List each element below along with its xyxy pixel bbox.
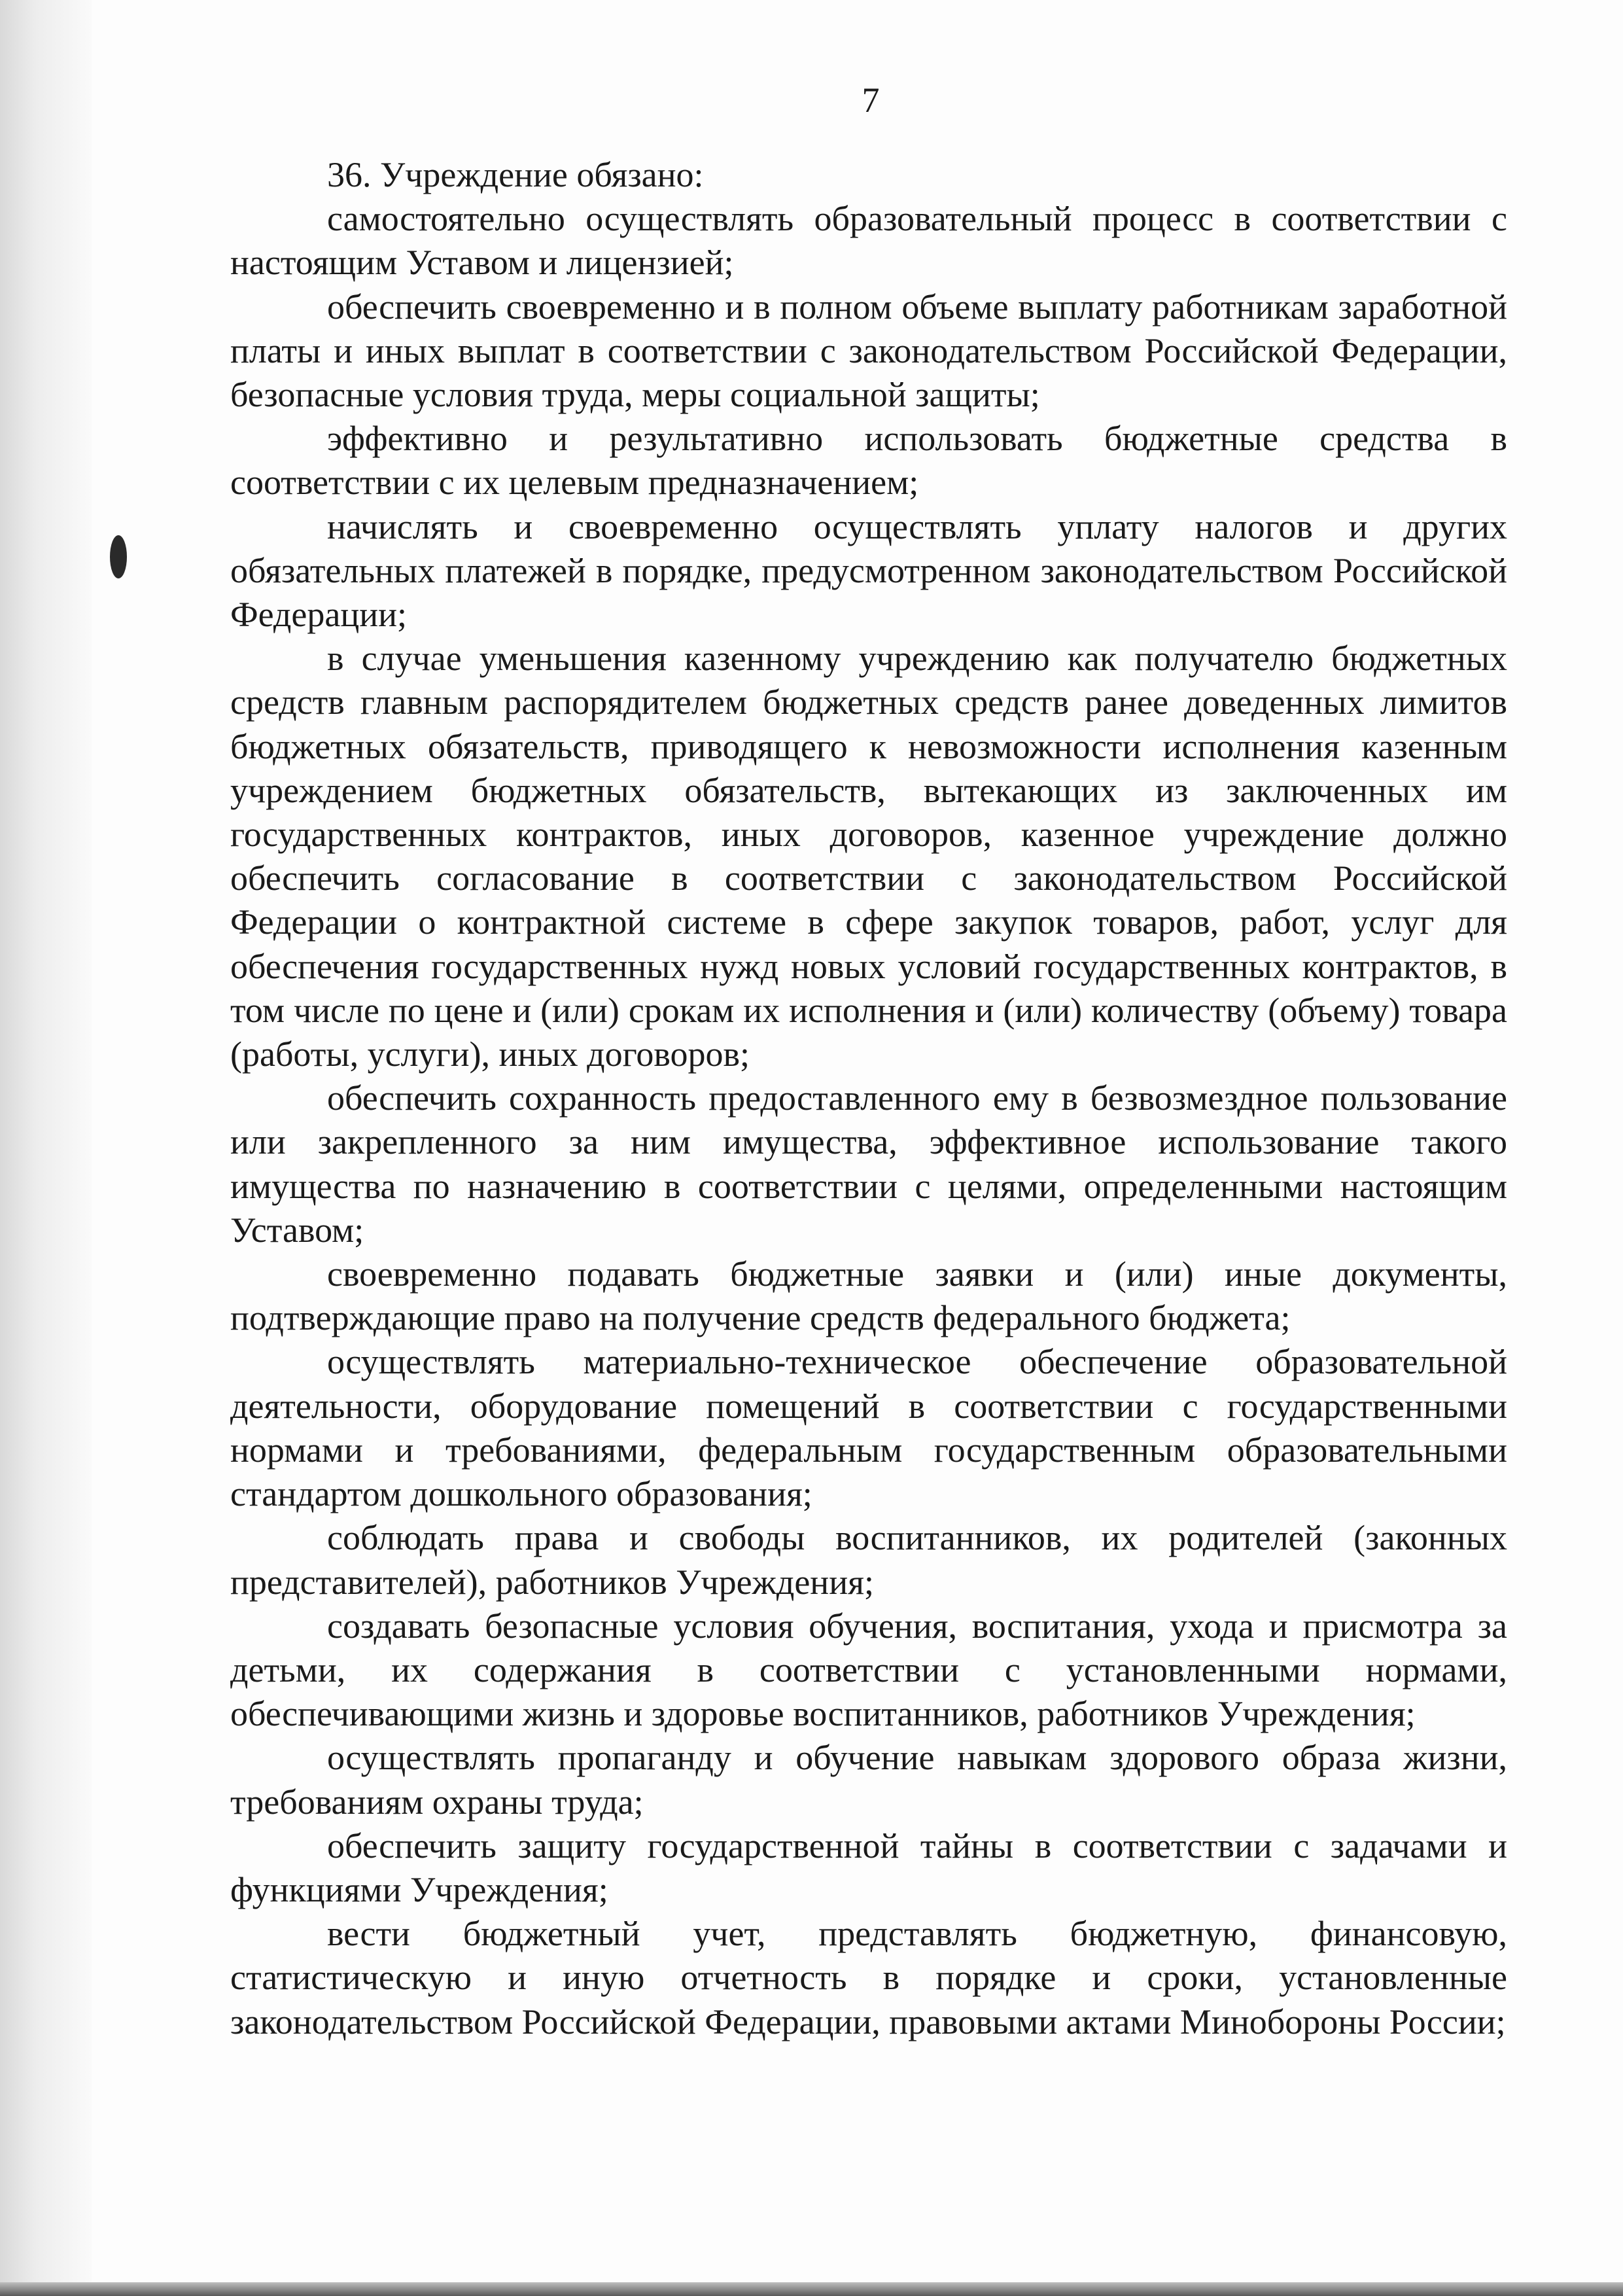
paragraph: обеспечить защиту государственной тайны в соответствии с задачами и функциями Учреждения; xyxy=(230,1826,1507,1909)
body-text xyxy=(230,153,1507,2044)
binding-hole xyxy=(110,535,127,578)
page-number: 7 xyxy=(862,80,880,120)
binding-shadow xyxy=(0,0,92,2296)
paragraph: обеспечить своевременно и в полном объеме выплату работникам заработной платы и иных выплат в соответствии с законодательством Российской Федерации, безопасные условия труда, меры социальной защиты; xyxy=(230,287,1507,415)
paragraph: эффективно и результативно использовать бюджетные средства в соответствии с их целевым предназначением; xyxy=(230,419,1507,503)
paragraph-heading: 36. Учреждение обязано: xyxy=(327,155,704,194)
paragraph: вести бюджетный учет, представлять бюджетную, финансовую, статистическую и иную отчетность в порядке и сроки, установленные законодательством Российской Федерации, правовыми актами Минобороны России; xyxy=(230,1914,1507,2041)
paragraph: в случае уменьшения казенному учреждению как получателю бюджетных средств главным распорядителем бюджетных средств ранее доведенных лимитов бюджетных обязательств, приводящего к невозможности исполнения казенным учреждением бюджетных обязательств, вытекающих из заключенных им государственных контрактов, иных договоров, казенное учреждение должно обеспечить согласование в соответствии с законодательством Российской Федерации о контрактной системе в сфере закупок товаров, работ, услуг для обеспечения государственных нужд новых условий государственных контрактов, в том числе по цене и (или) срокам их исполнения и (или) количеству (объему) товара (работы, услуги), иных договоров; xyxy=(230,639,1507,1074)
paragraph: обеспечить сохранность предоставленного ему в безвозмездное пользование или закрепленного за ним имущества, эффективное использование такого имущества по назначению в соответствии с целями, определенными настоящим Уставом; xyxy=(230,1078,1507,1250)
paragraph: соблюдать права и свободы воспитанников, их родителей (законных представителей), работников Учреждения; xyxy=(230,1518,1507,1602)
paragraph: осуществлять материально-техническое обеспечение образовательной деятельности, оборудование помещений в соответствии с государственными нормами и требованиями, федеральным государственным образовательными стандартом дошкольного образования; xyxy=(230,1342,1507,1514)
scan-bottom-edge xyxy=(0,2282,1623,2296)
paragraph: осуществлять пропаганду и обучение навыкам здорового образа жизни, требованиям охраны труда; xyxy=(230,1738,1507,1822)
paragraph: начислять и своевременно осуществлять уплату налогов и других обязательных платежей в порядке, предусмотренном законодательством Российской Федерации; xyxy=(230,506,1507,635)
paragraph: самостоятельно осуществлять образовательный процесс в соответствии с настоящим Уставом и лицензией; xyxy=(230,199,1507,283)
paragraph: создавать безопасные условия обучения, воспитания, ухода и присмотра за детьми, их содержания в соответствии с установленными нормами, обеспечивающими жизнь и здоровье воспитанников, работников Учреждения; xyxy=(230,1606,1507,1734)
paragraph: своевременно подавать бюджетные заявки и (или) иные документы, подтверждающие право на получение средств федерального бюджета; xyxy=(230,1254,1507,1338)
